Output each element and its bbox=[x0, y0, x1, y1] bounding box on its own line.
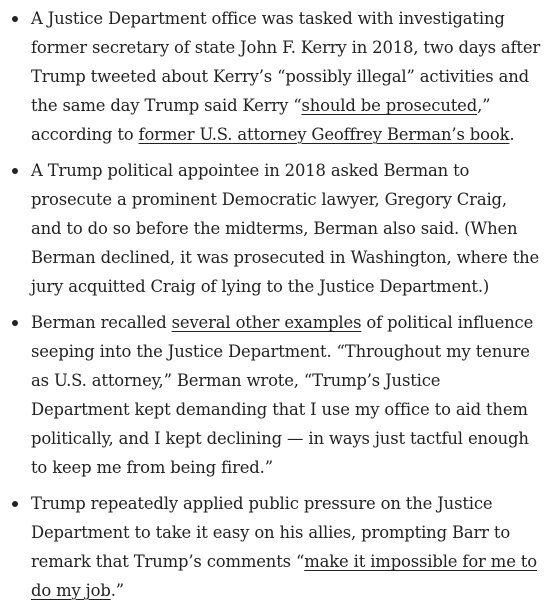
bullet-dot-icon bbox=[12, 320, 18, 326]
bullet-text: A Justice Department office was tasked with investigating former secretary of state John F. Kerry in 2018, two days after Trump tweeted about Kerry’s “possibly illegal” activities and the same day Trump said Kerry “ bbox=[31, 9, 541, 115]
bullet-item-craig-prosecution bbox=[0, 156, 550, 301]
bullet-item-public-pressure bbox=[0, 489, 550, 605]
link-several-other-examples[interactable]: several other examples bbox=[171, 313, 362, 332]
bullet-list bbox=[0, 4, 550, 605]
bullet-text: Trump repeatedly applied public pressure on the Justice Department to take it easy on his allies, prompting Barr to remark that Trump’s comments “ bbox=[31, 494, 511, 571]
bullet-text: . bbox=[509, 125, 515, 144]
bullet-text: of political influence seeping into the Justice Department. “Throughout my tenure as U.S. attorney,” Berman wrote, “Trump’s Justice Department kept demanding that I use my office to aid them politically, and I kept declining — in ways just tactful enough to keep me from being fired.” bbox=[31, 313, 534, 477]
bullet-item-kerry-investigation bbox=[0, 4, 550, 149]
bullet-text: .” bbox=[110, 581, 124, 600]
bullet-dot-icon bbox=[12, 501, 18, 507]
bullet-text: Berman recalled bbox=[31, 313, 172, 332]
bullet-text: ,” according to bbox=[31, 96, 491, 144]
article-body bbox=[0, 4, 550, 612]
bullet-text: A Trump political appointee in 2018 asked Berman to prosecute a prominent Democratic lawyer, Gregory Craig, and to do so before the midterms, Berman also said. (When Berman declined, it was prosecuted in Washington, where the jury acquitted Craig of lying to the Justice Department.) bbox=[31, 161, 540, 296]
link-berman-book[interactable]: former U.S. attorney Geoffrey Berman’s book bbox=[138, 125, 510, 144]
link-should-be-prosecuted[interactable]: should be prosecuted bbox=[301, 96, 478, 115]
bullet-dot-icon bbox=[12, 168, 18, 174]
bullet-dot-icon bbox=[12, 16, 18, 22]
bullet-item-political-influence bbox=[0, 308, 550, 482]
link-impossible-to-do-my-job[interactable]: make it impossible for me to do my job bbox=[31, 552, 537, 600]
